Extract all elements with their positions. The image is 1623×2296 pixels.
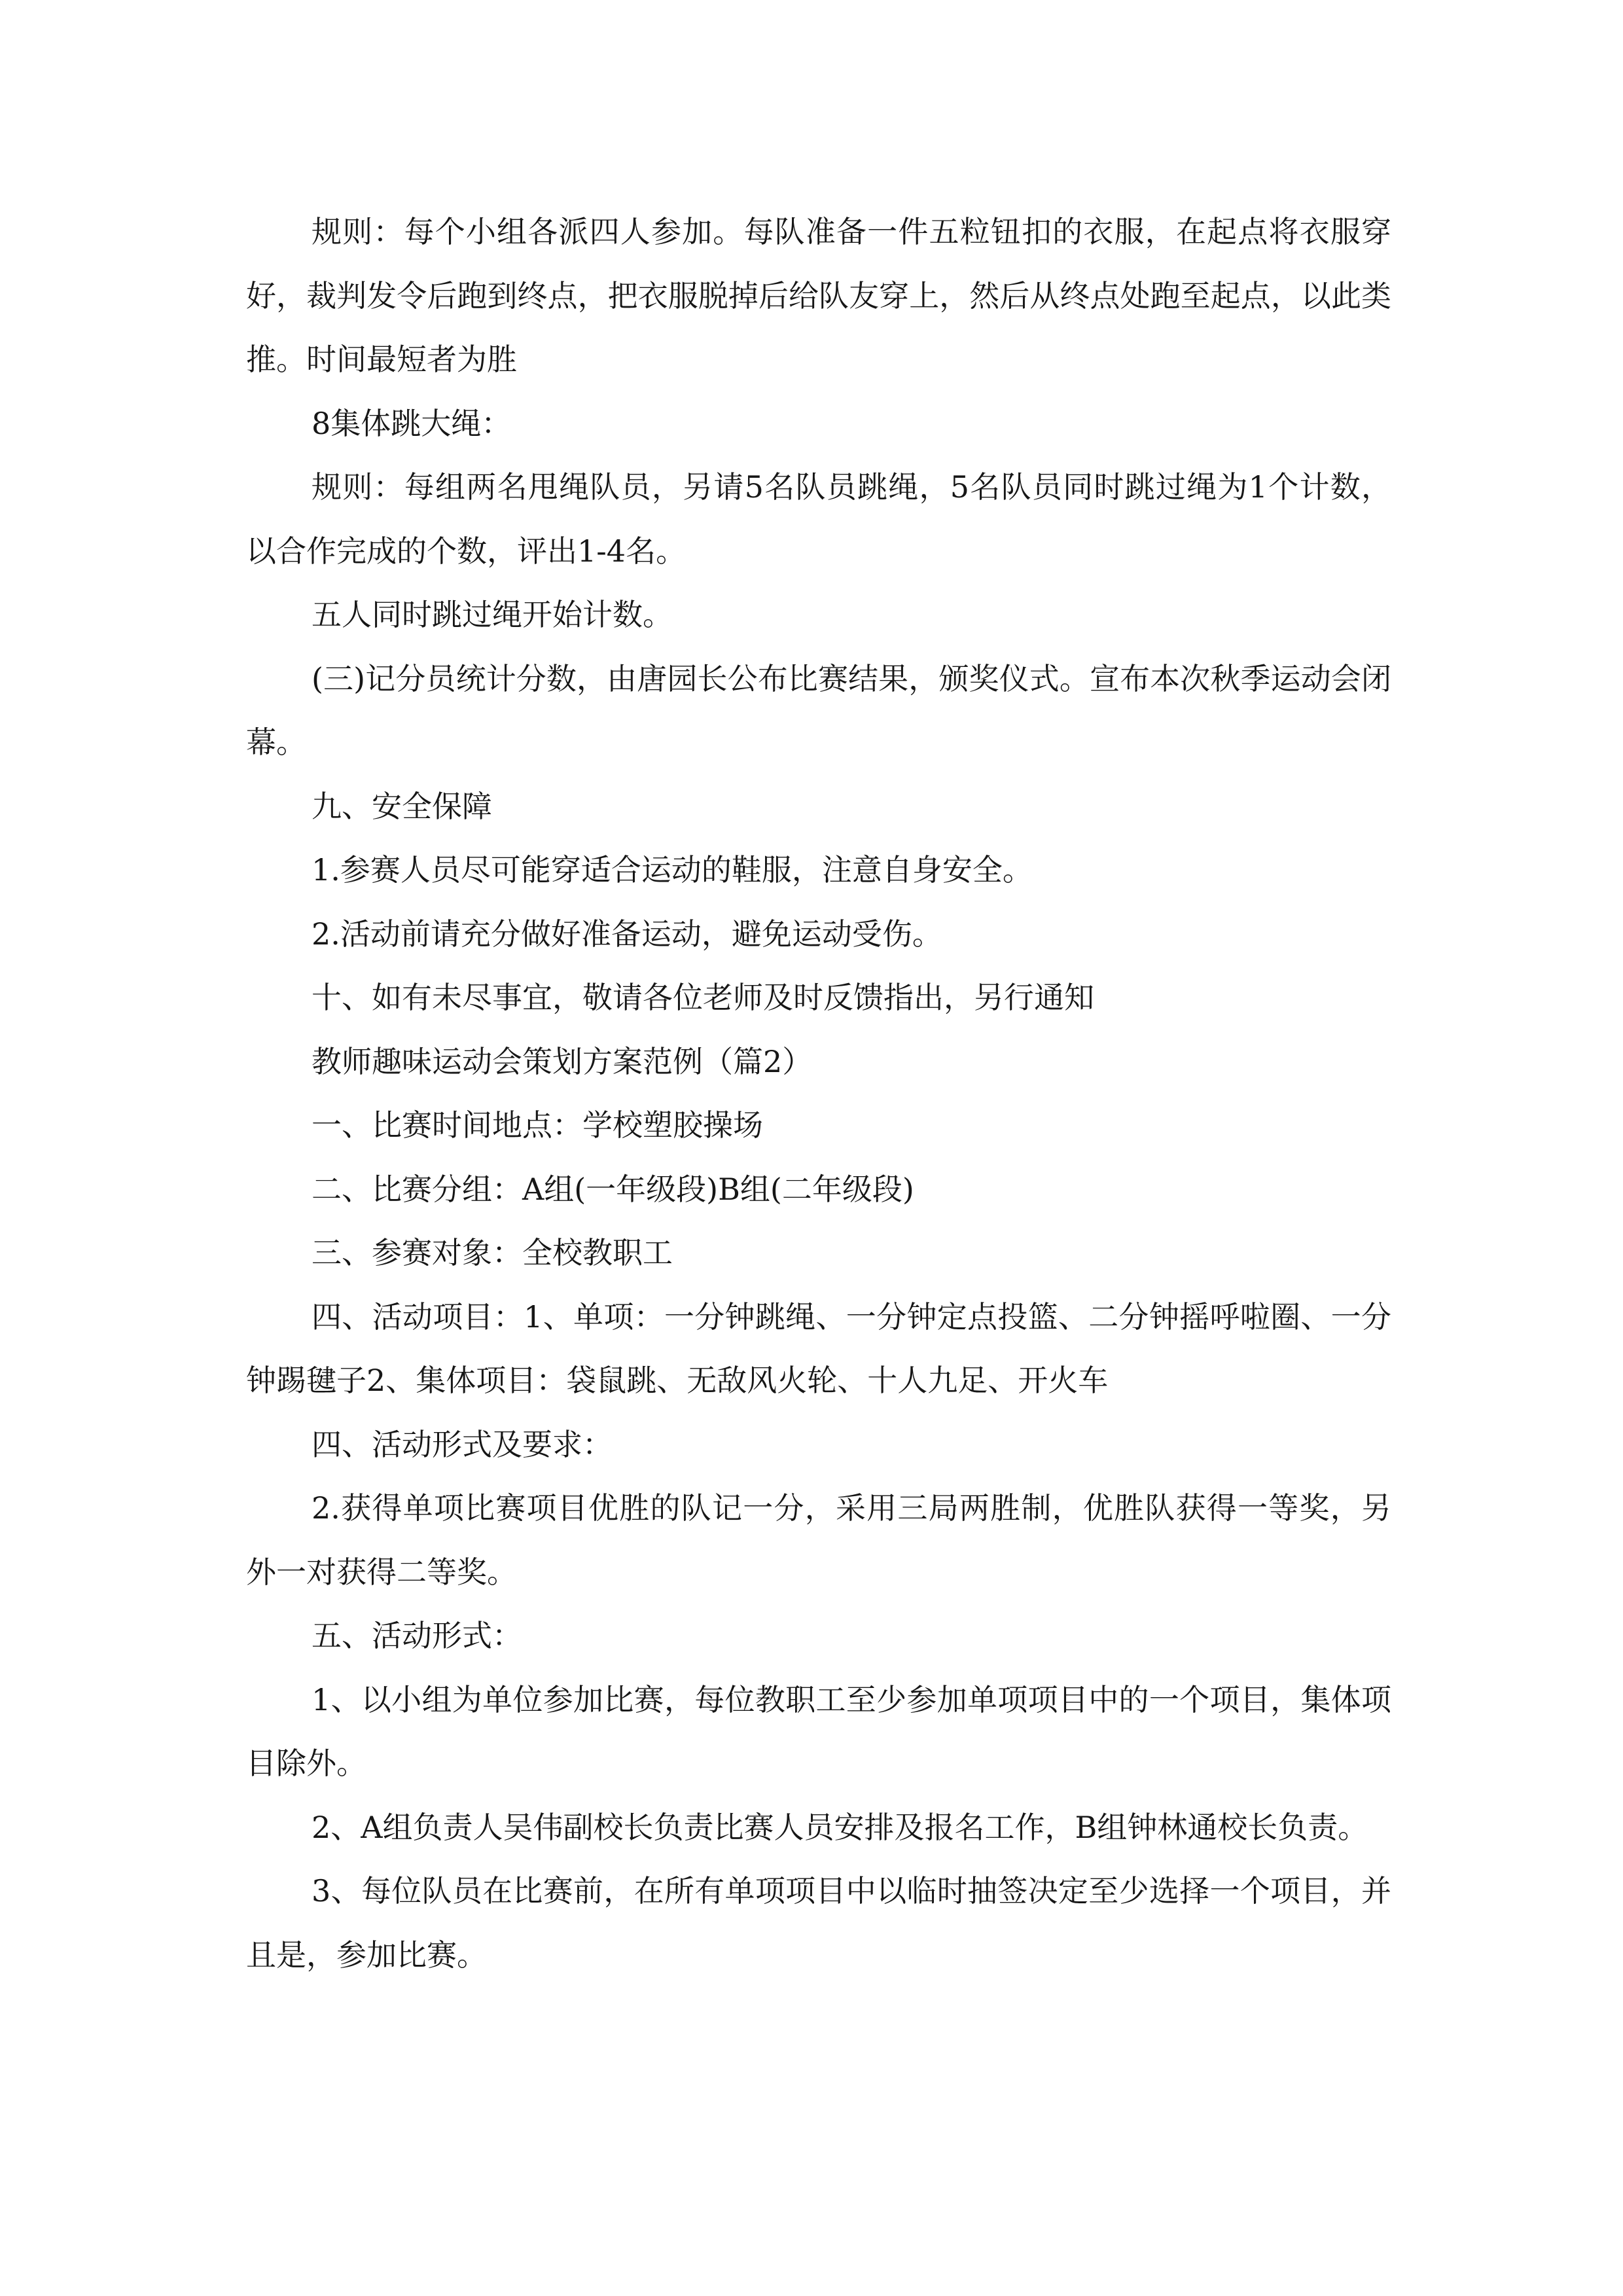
document-subtitle-part-2: 教师趣味运动会策划方案范例（篇2） [312,1043,813,1079]
section-heading-format: 五、活动形式： [312,1618,522,1653]
paragraph-scoring-rule: 2.获得单项比赛项目优胜的队记一分，采用三局两胜制，优胜队获得一等奖，另外一对获得二等奖。 [246,1490,1391,1590]
paragraph-format-2: 2、A组负责人吴伟副校长负责比赛人员安排及报名工作，B组钟林通校长负责。 [312,1809,1368,1845]
paragraph-rule-button-relay: 规则：每个小组各派四人参加。每队准备一件五粒钮扣的衣服，在起点将衣服穿好，裁判发令后跑到终点，把衣服脱掉后给队友穿上，然后从终点处跑至起点，以此类推。时间最短者为胜 [246,214,1391,377]
section-heading-other-matters: 十、如有未尽事宜，敬请各位老师及时反馈指出，另行通知 [312,980,1094,1015]
paragraph-format-3: 3、每位队员在比赛前，在所有单项项目中以临时抽签决定至少选择一个项目，并且是，参加比赛。 [246,1873,1391,1973]
document-body [246,200,1391,1987]
section-heading-time-place: 一、比赛时间地点：学校塑胶操场 [312,1107,763,1143]
section-heading-safety: 九、安全保障 [312,788,492,824]
paragraph-activity-items: 四、活动项目：1、单项：一分钟跳绳、一分钟定点投篮、二分钟摇呼啦圈、一分钟踢毽子2、集体项目：袋鼠跳、无敌风火轮、十人九足、开火车 [246,1299,1391,1398]
paragraph-jump-rope-count: 五人同时跳过绳开始计数。 [312,597,673,632]
section-heading-grouping: 二、比赛分组：A组(一年级段)B组(二年级段) [312,1171,914,1207]
paragraph-safety-1: 1.参赛人员尽可能穿适合运动的鞋服，注意自身安全。 [312,852,1033,888]
paragraph-format-1: 1、以小组为单位参加比赛，每位教职工至少参加单项项目中的一个项目，集体项目除外。 [246,1681,1391,1781]
section-heading-participants: 三、参赛对象：全校教职工 [312,1235,673,1270]
section-heading-format-requirements: 四、活动形式及要求： [312,1426,613,1462]
paragraph-item-8-heading: 8集体跳大绳： [312,405,512,441]
paragraph-rule-jump-rope: 规则：每组两名甩绳队员，另请5名队员跳绳，5名队员同时跳过绳为1个计数，以合作完成的个数，评出1-4名。 [246,469,1391,569]
paragraph-closing-ceremony: (三)记分员统计分数，由唐园长公布比赛结果，颁奖仪式。宣布本次秋季运动会闭幕。 [246,660,1391,760]
paragraph-safety-2: 2.活动前请充分做好准备运动，避免运动受伤。 [312,916,942,952]
